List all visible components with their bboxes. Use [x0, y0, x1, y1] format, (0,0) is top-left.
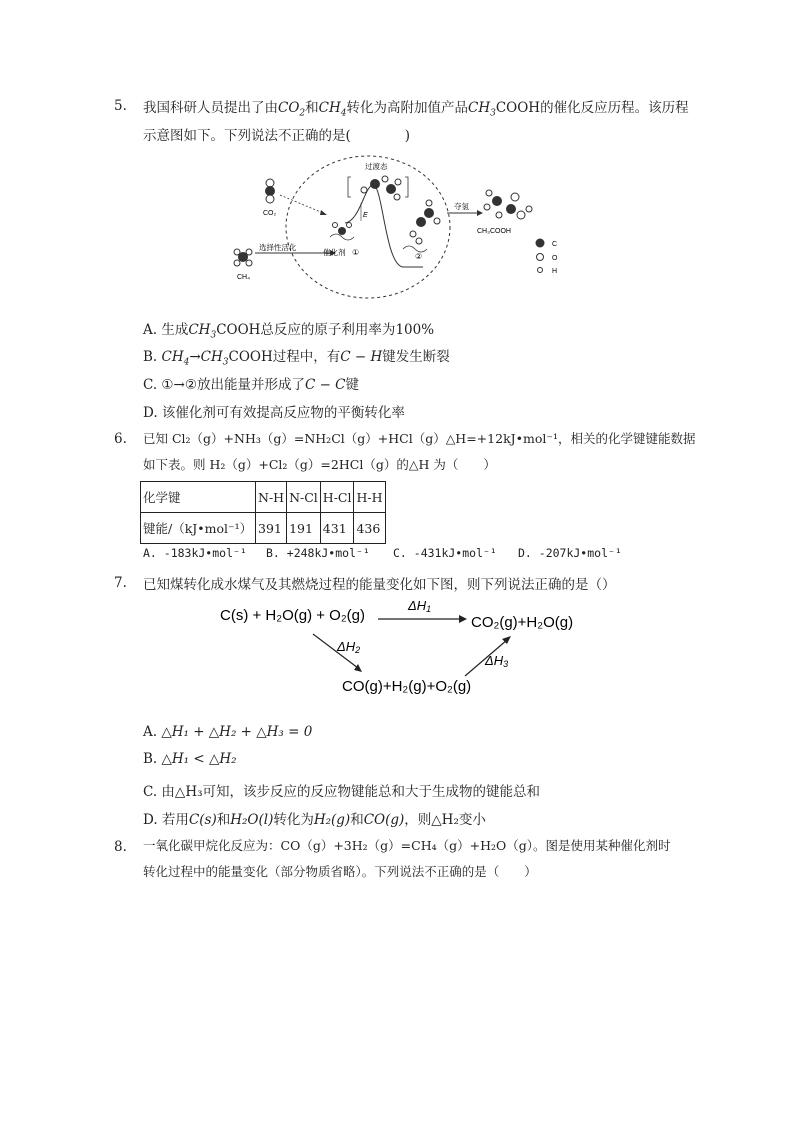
- bond-energy-table: [140, 481, 386, 544]
- question-number: 8.: [114, 839, 127, 855]
- table-header-cell: 键能/（kJ•mol⁻¹）: [141, 513, 256, 544]
- question-text-line1: 一氧化碳甲烷化反应为：CO（g）+3H₂（g）=CH₄（g）+H₂O（g）。图是使用某种催化剂时: [143, 838, 671, 853]
- question-text-line1: 已知煤转化成水煤气及其燃烧过程的能量变化如下图，则下列说法正确的是（）: [143, 577, 616, 593]
- table-cell: H-Cl: [320, 482, 354, 513]
- question-text-line2: 示意图如下。下列说法不正确的是( ): [143, 128, 411, 144]
- question-text-line2: 转化过程中的能量变化（部分物质省略）。下列说法不正确的是（ ）: [143, 864, 537, 879]
- bottom-species: CO(g)+H₂(g)+O₂(g): [342, 678, 472, 695]
- question-number: 5.: [114, 98, 127, 114]
- option-d: D. 该催化剂可有效提高反应物的平衡转化率: [143, 405, 405, 421]
- question-number: 6.: [114, 431, 127, 447]
- step2-label: ②: [415, 252, 423, 261]
- question-text-line2: 如下表。则 H₂（g）+Cl₂（g）=2HCl（g）的△H 为（ ）: [143, 457, 496, 472]
- ch4-label: CH₄: [237, 274, 250, 281]
- product-label: CH₃COOH: [477, 228, 511, 235]
- table-header-cell: 化学键: [141, 482, 256, 513]
- option-a: A. 生成$CH_3COOH$总反应的原子利用率为100%: [143, 322, 435, 341]
- table-cell: 431: [320, 513, 354, 544]
- option-c: C. 由△H₃可知，该步反应的反应物键能总和大于生成物的键能总和: [143, 784, 540, 800]
- question-text-line1: 我国科研人员提出了由$CO_2$和$CH_4$转化为高附加值产品$CH_3COOH$的催化反应历程。该历程: [143, 100, 689, 119]
- table-cell: 391: [256, 513, 287, 544]
- option-d: D. -207kJ•mol⁻¹: [518, 546, 622, 560]
- legend: [536, 239, 559, 276]
- option-c: C. ①→②放出能量并形成了C − C键: [143, 377, 360, 393]
- reaction-mechanism-figure: [225, 155, 570, 305]
- option-b: B. +248kJ•mol⁻¹: [266, 546, 370, 560]
- option-a: A. △H₁ + △H₂ + △H₃ = 0: [143, 724, 313, 740]
- acetic-acid-molecule: [484, 190, 532, 219]
- legend-h: H: [552, 268, 558, 275]
- option-a: A. -183kJ•mol⁻¹: [143, 546, 247, 560]
- hydro-label: 夺氢: [454, 202, 469, 211]
- option-b: B. $CH_4\to CH_3COOH$过程中，有C − H键发生断裂: [143, 349, 450, 368]
- legend-c: C: [552, 241, 558, 248]
- table-row: [141, 513, 386, 544]
- table-cell: 191: [287, 513, 321, 544]
- option-b: B. △H₁ < △H₂: [143, 751, 237, 767]
- dh2-label: ΔH2: [337, 639, 361, 655]
- table-cell: N-Cl: [287, 482, 321, 513]
- dh1-label: ΔH1: [408, 598, 432, 614]
- right-species: CO₂(g)+H₂O(g): [471, 614, 574, 631]
- question-text-line1: 已知 Cl₂（g）+NH₃（g）=NH₂Cl（g）+HCl（g）△H=+12kJ•mol⁻¹，相关的化学键键能数据: [143, 431, 696, 446]
- left-species: C(s) + H₂O(g) + O₂(g): [220, 607, 365, 624]
- table-row: [141, 482, 386, 513]
- step1-label: ①: [352, 248, 360, 257]
- legend-o: O: [552, 255, 558, 262]
- dashed-circle: [286, 156, 450, 298]
- catalyst-label: 催化剂: [323, 248, 346, 257]
- co2-label: CO₂: [263, 210, 277, 217]
- energy-e-label: E: [363, 212, 368, 219]
- table-cell: H-H: [354, 482, 385, 513]
- option-d: D. 若用C(s)和H₂O(l)转化为H₂(g)和CO(g)，则△H₂变小: [143, 812, 486, 828]
- question-number: 7.: [114, 575, 127, 591]
- co2-molecule: [265, 179, 275, 203]
- transition-state-label: 过渡态: [365, 162, 388, 171]
- option-c: C. -431kJ•mol⁻¹: [393, 546, 497, 560]
- select-label: 选择性活化: [259, 243, 297, 252]
- energy-cycle-diagram: [215, 596, 595, 701]
- table-cell: 436: [354, 513, 385, 544]
- dh3-label: ΔH3: [485, 653, 509, 669]
- ch4-molecule: [234, 249, 252, 266]
- table-cell: N-H: [256, 482, 287, 513]
